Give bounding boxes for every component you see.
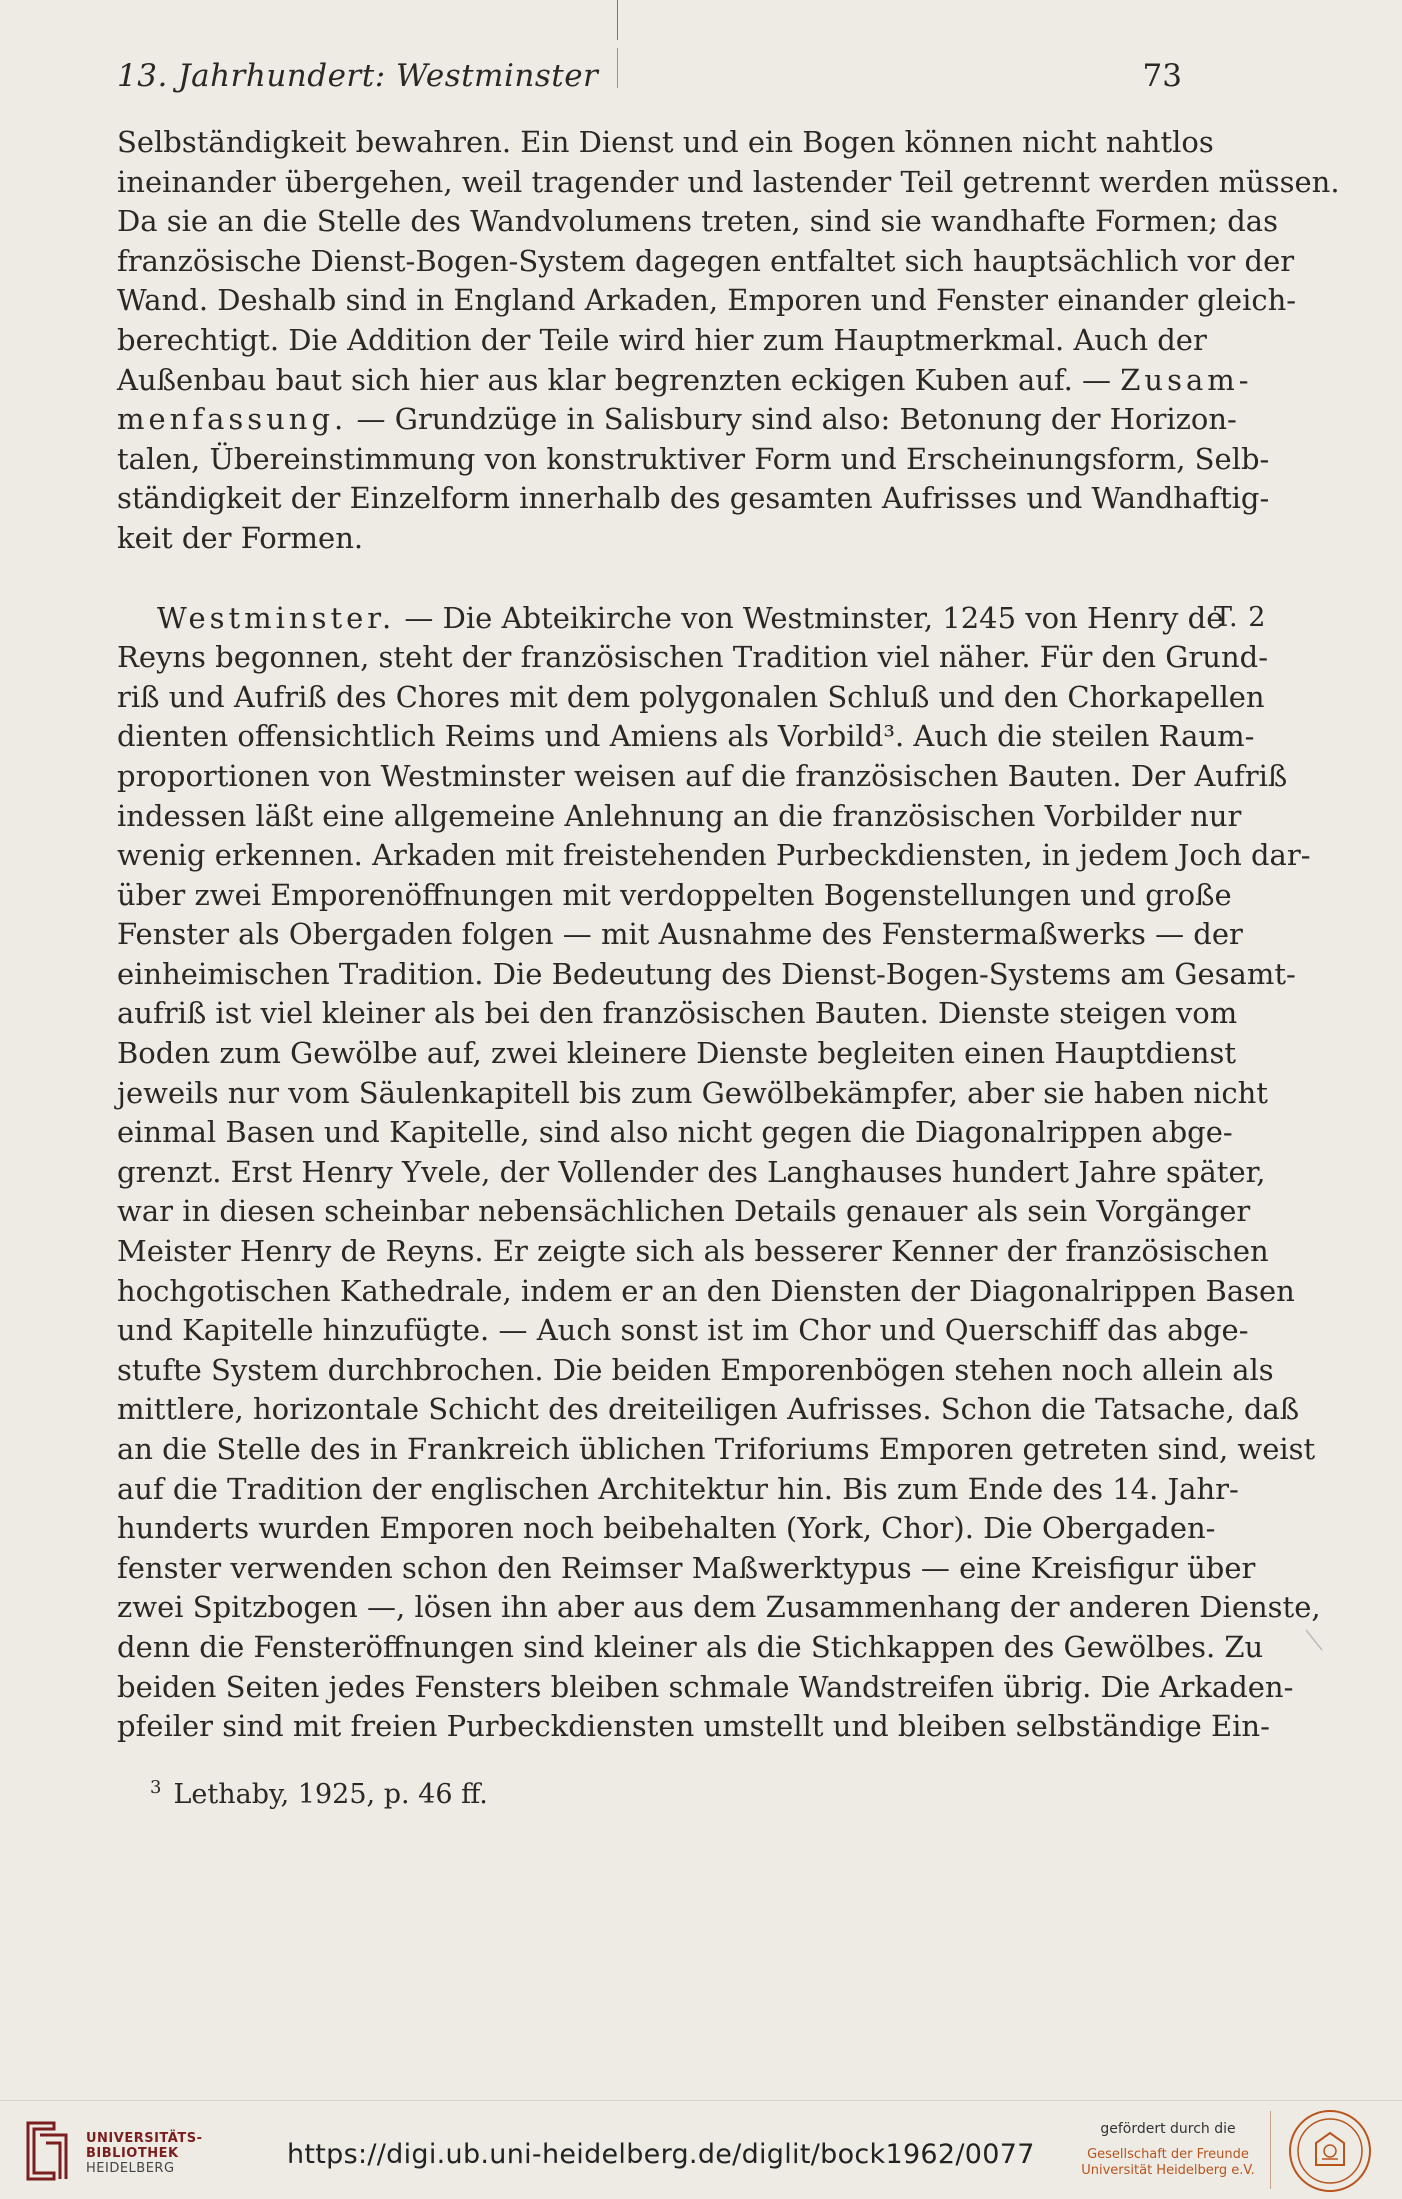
text-segment — [117, 402, 1237, 436]
footnote-marker: 3 — [150, 1777, 162, 1798]
sponsor-org — [1076, 2147, 1260, 2179]
text-line: war in diesen scheinbar nebensächlichen Details genauer als sein Vorgänger — [117, 1194, 1251, 1229]
text-line: französische Dienst-Bogen-System dagegen entfaltet sich hauptsächlich vor der — [117, 243, 1295, 278]
library-line: UNIVERSITÄTS- — [86, 2131, 203, 2146]
library-line: HEIDELBERG — [86, 2161, 175, 2176]
text-line: über zwei Emporenöffnungen mit verdoppelten Bogenstellungen und große — [117, 877, 1232, 912]
text-line: riß und Aufriß des Chores mit dem polygonalen Schluß und den Chorkapellen — [117, 679, 1265, 714]
text-line: fenster verwenden schon den Reimser Maßwerktypus — eine Kreisfigur über — [117, 1550, 1256, 1585]
text-line: Reyns begonnen, steht der französischen Tradition viel näher. Für den Grund- — [117, 640, 1269, 675]
text-segment: Außenbau baut sich hier aus klar begrenzten eckigen Kuben auf. — — [117, 362, 1121, 397]
text-line: stufte System durchbrochen. Die beiden Emporenbögen stehen noch allein als — [117, 1352, 1274, 1387]
text-line: grenzt. Erst Henry Yvele, der Vollender des Langhauses hundert Jahre später, — [117, 1154, 1266, 1189]
footnote-text: Lethaby, 1925, p. 46 ff. — [173, 1779, 488, 1810]
text-line: Boden zum Gewölbe auf, zwei kleinere Dienste begleiten einen Hauptdienst — [117, 1036, 1236, 1071]
text-line: einmal Basen und Kapitelle, sind also nicht gegen die Diagonalrippen abge- — [117, 1115, 1233, 1150]
text-line: indessen läßt eine allgemeine Anlehnung an die französischen Vorbilder nur — [117, 798, 1242, 833]
text-line: beiden Seiten jedes Fensters bleiben schmale Wandstreifen übrig. Die Arkaden- — [117, 1669, 1294, 1704]
text-line: berechtigt. Die Addition der Teile wird hier zum Hauptmerkmal. Auch der — [117, 322, 1207, 357]
ub-heidelberg-logo-icon[interactable] — [14, 2115, 78, 2187]
text-line: Wand. Deshalb sind in England Arkaden, Emporen und Fenster einander gleich- — [117, 283, 1297, 318]
text-line: keit der Formen. — [117, 520, 364, 555]
sponsor-label: gefördert durch die — [1100, 2121, 1236, 2137]
text-line — [117, 599, 1224, 639]
text-segment: — Die Abteikirche von Westminster, 1245 von Henry de — [395, 600, 1224, 635]
text-line: Meister Henry de Reyns. Er zeigte sich als besserer Kenner der französischen — [117, 1234, 1269, 1269]
margin-note: T. 2 — [1214, 602, 1267, 633]
footer-divider — [1270, 2111, 1271, 2189]
text-line: aufriß ist viel kleiner als bei den französischen Bauten. Dienste steigen vom — [117, 996, 1238, 1031]
text-line: jeweils nur vom Säulenkapitell bis zum Gewölbekämpfer, aber sie haben nicht — [117, 1075, 1268, 1110]
scan-mark — [1304, 1628, 1324, 1652]
library-name[interactable] — [86, 2131, 202, 2176]
text-line: wenig erkennen. Arkaden mit freistehenden Purbeckdiensten, in jedem Joch dar- — [117, 838, 1311, 873]
text-line: pfeiler sind mit freien Purbeckdiensten umstellt und bleiben selbständige Ein- — [117, 1709, 1270, 1744]
permalink-url[interactable]: https://digi.ub.uni-heidelberg.de/diglit/bock1962/0077 — [287, 2139, 1035, 2170]
text-line: Da sie an die Stelle des Wandvolumens treten, sind sie wandhafte Formen; das — [117, 204, 1278, 239]
sponsor-block[interactable] — [1076, 2121, 1260, 2179]
text-line: Selbständigkeit bewahren. Ein Dienst und ein Bogen können nicht nahtlos — [117, 125, 1214, 159]
text-segment: — Grundzüge in Salisbury sind also: Betonung der Horizon- — [347, 402, 1237, 437]
text-line: ineinander übergehen, weil tragender und lastender Teil getrennt werden müssen. — [117, 164, 1340, 199]
text-line: dienten offensichtlich Reims und Amiens als Vorbild³. Auch die steilen Raum- — [117, 719, 1255, 754]
text-line: und Kapitelle hinzufügte. — Auch sonst ist im Chor und Querschiff das abge- — [117, 1313, 1249, 1348]
page-header — [117, 58, 1182, 98]
text-line: denn die Fensteröffnungen sind kleiner als die Stichkappen des Gewölbes. Zu — [117, 1629, 1264, 1664]
gutter-mark — [617, 0, 618, 40]
paragraph-salisbury — [117, 123, 1340, 559]
text-line: Fenster als Obergaden folgen — mit Ausnahme des Fenstermaßwerks — der — [117, 917, 1243, 952]
text-line: hochgotischen Kathedrale, indem er an den Diensten der Diagonalrippen Basen — [117, 1273, 1295, 1308]
university-seal-icon[interactable] — [1288, 2109, 1372, 2193]
spaced-heading: menfassung. — [117, 402, 348, 437]
library-line: BIBLIOTHEK — [86, 2146, 179, 2161]
text-line: an die Stelle des in Frankreich üblichen Triforiums Emporen getreten sind, weist — [117, 1432, 1316, 1466]
text-line: auf die Tradition der englischen Architektur hin. Bis zum Ende des 14. Jahr- — [117, 1471, 1239, 1506]
spaced-heading: Zusam- — [1120, 362, 1253, 397]
text-line: einheimischen Tradition. Die Bedeutung des Dienst-Bogen-Systems am Gesamt- — [117, 956, 1296, 991]
text-line: ständigkeit der Einzelform innerhalb des gesamten Aufrisses und Wandhaftig- — [117, 481, 1270, 516]
sponsor-org-line: Universität Heidelberg e.V. — [1081, 2163, 1255, 2178]
text-line: zwei Spitzbogen —, lösen ihn aber aus dem Zusammenhang der anderen Dienste, — [117, 1590, 1321, 1625]
page-number: 73 — [1142, 58, 1182, 94]
text-line — [117, 361, 1253, 401]
text-line: hunderts wurden Emporen noch beibehalten (York, Chor). Die Obergaden- — [117, 1511, 1216, 1546]
text-line: proportionen von Westminster weisen auf die französischen Bauten. Der Aufriß — [117, 758, 1288, 793]
text-line: talen, Übereinstimmung von konstruktiver Form und Erscheinungsform, Selb- — [117, 441, 1270, 476]
text-line: mittlere, horizontale Schicht des dreiteiligen Aufrisses. Schon die Tatsache, daß — [117, 1392, 1300, 1427]
footnote — [150, 1777, 488, 1810]
text-line — [117, 400, 1237, 440]
running-head: 13. Jahrhundert: Westminster — [117, 58, 599, 94]
sponsor-org-line: Gesellschaft der Freunde — [1087, 2147, 1249, 2162]
section-heading: Westminster. — [157, 600, 396, 635]
viewer-footer — [0, 2100, 1402, 2199]
